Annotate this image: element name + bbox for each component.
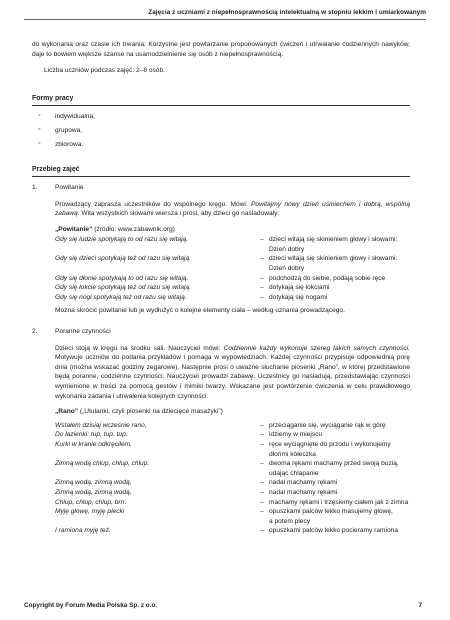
verse-table	[55, 235, 410, 302]
section-number: 1.	[32, 183, 38, 191]
verse-lyric: Gdy się dłonie spotykają to od razu się witają.	[55, 274, 189, 282]
section-heading-course: Przebieg zajęć	[32, 165, 410, 177]
verse-lyric: Gdy się łokcie spotykają też od razu się witają.	[55, 284, 191, 292]
verse-action: – dotykają się łokciami	[260, 284, 330, 292]
song-title: „Rano” („Utulanki, czyli piosenki na dziecięce masażyki”)	[55, 408, 223, 416]
verse-action: – opuszkami palców lekko pocieramy ramiona	[260, 527, 398, 535]
verse-row	[55, 254, 410, 273]
verse-action: – dotykają się nogami	[260, 293, 328, 301]
verse-lyric: Chlup, chlup, chlup, brrr.	[55, 498, 127, 506]
verse-action: – nadal machamy rękami	[260, 488, 338, 496]
section-paragraph: Prowadzący zaprasza uczestników do wspólnego kręgu. Mówi: Powitajmy nowy dzień uśmiechem i dobrą, wspólną zabawą. Wita wszystkich słowami wiersza i prosi, aby dzieci go naśladowały:	[55, 200, 410, 218]
verse-row	[55, 459, 410, 478]
intro-paragraph: do wykonania oraz czasie ich trwania. Korzystne jest powtarzanie proponowanych ćwiczeń i utrwalanie codziennych nawyków, daje to bowiem większe szanse na usamodzielnienie się osób z niepełnosprawnością.	[32, 41, 410, 58]
verse-action: – ręce wyciągnięte do przodu i wykonujemy dłońmi kółeczka	[260, 440, 391, 458]
course-section-1	[32, 183, 410, 316]
running-header: Zajęcia z uczniami z niepełnosprawnością intelektualną w stopniu lekkim i umiarkowanym	[24, 9, 426, 20]
verse-lyric: I ramiona myję też.	[55, 527, 111, 535]
list-item: ◦ grupowa,	[32, 126, 410, 136]
verse-lyric: Gdy się ludzie spotykają to od razu się witają.	[55, 236, 189, 244]
verse-row	[55, 421, 410, 431]
verse-row	[55, 478, 410, 488]
section-paragraph: Dzieci stoją w kręgu na środku sali. Nauczyciel mówi: Codziennie każdy wykonuje szereg takich samych czynności. Motywuje uczniów do podania przykładów i pomaga w wypowiedziach. Każdej czynności przypisuje odpowiednią porę dnia (można wskazać godziny zegarowe). Następnie prosi o uważne słuchanie piosenki „Rano”, w której przedstawione będą poranne, codzienne czynności. Nauczyciel prowadzi zabawę. Uczestnicy go naśladują, przedstawiając czynności wymienione w treści za pomocą gestów i mimiki twarzy. Wskazane jest powtórzenie ćwiczenia w celu prawidłowego wykonania zadania i utrwalenia kolejnych czynności.	[55, 344, 410, 400]
verse-row	[55, 498, 410, 508]
section-number: 2.	[32, 328, 38, 336]
page-number: 7	[418, 602, 422, 609]
section-title: Powitanie	[55, 183, 84, 191]
verse-action: – nadal machamy rękami	[260, 479, 338, 487]
verse-action: – podchodzą do siebie, podają sobie ręce	[260, 274, 386, 282]
verse-row	[55, 283, 410, 293]
verse-lyric: Gdy się nogi spotykają też od razu się witają.	[55, 293, 187, 301]
verse-action: – machamy rękami i trzęsiemy ciałem jak z zimna	[260, 498, 409, 506]
verse-lyric: Zimną wodą chlup, chlup, chlup.	[55, 460, 150, 468]
list-item: ◦ zbiorowa.	[32, 140, 410, 150]
verse-lyric: Do łazienki: tup, tup, tup.	[55, 431, 128, 439]
verse-row	[55, 274, 410, 284]
verse-lyric: Myję głowę, myję plecki	[55, 508, 125, 516]
footer-copyright: Copyright by Forum Media Polska Sp. z o.o.	[24, 602, 158, 609]
section-heading-forms: Formy pracy	[32, 94, 410, 106]
verse-action: – przeciąganie się, wyciąganie rąk w górę	[260, 421, 386, 429]
song-title: „Powitanie” (źródło: www.zabawnik.org)	[55, 225, 175, 233]
verse-action: – dwoma rękami machamy przed swoją buzią, udając chlapanie	[260, 460, 399, 477]
verse-row	[55, 507, 410, 526]
section-outro: Można skrócić powitanie lub je wydłużyć o kolejne elementy ciała – według uznania prowadzącego.	[55, 307, 345, 315]
list-item: ◦ indywidualna,	[32, 112, 410, 122]
verse-row	[55, 293, 410, 303]
verse-table	[55, 421, 410, 536]
verse-action: – dzieci witają się skinieniem głowy i słowami: Dzień dobry	[260, 255, 398, 273]
course-section-2	[32, 327, 410, 536]
verse-action: – idziemy w miejscu	[260, 431, 323, 439]
verse-row	[55, 440, 410, 459]
verse-lyric: Wstałem dzisiaj wcześnie rano,	[55, 421, 147, 429]
verse-action: – opuszkami palców lekko masujemy głowę, a potem plecy	[260, 508, 393, 525]
verse-row	[55, 235, 410, 254]
forms-list	[32, 112, 410, 150]
verse-row	[55, 488, 410, 498]
verse-lyric: Zimną wodą, zimną wodą,	[55, 479, 132, 487]
section-title: Poranne czynności	[55, 328, 111, 336]
verse-lyric: Zimną wodą, zimną wodą,	[55, 488, 132, 496]
participants-line: Liczba uczniów podczas zajęć: 2–8 osób.	[44, 67, 165, 75]
verse-action: – dzieci witają się skinieniem głowy i słowami: Dzień dobry	[260, 236, 398, 253]
verse-lyric: Kurki w kranie odkręciłem,	[55, 440, 132, 448]
page-content	[32, 40, 410, 536]
verse-row	[55, 526, 410, 536]
verse-row	[55, 430, 410, 440]
verse-lyric: Gdy się dzieci spotykają też od razu się witają.	[55, 255, 191, 263]
